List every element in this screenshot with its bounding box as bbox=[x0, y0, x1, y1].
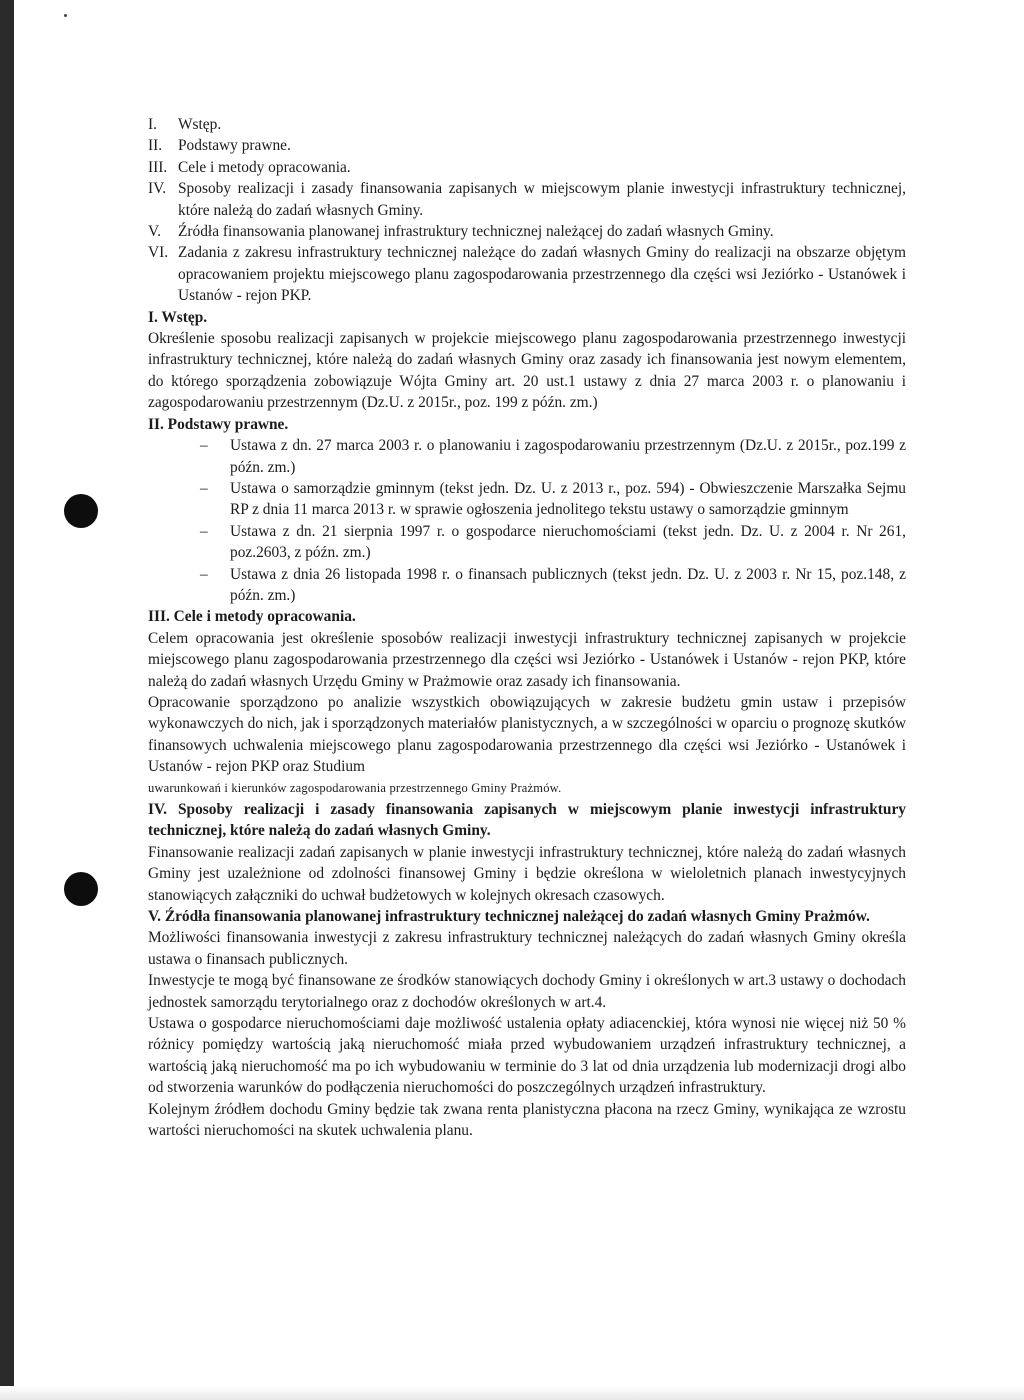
toc-item bbox=[148, 114, 906, 135]
paragraph: Celem opracowania jest określenie sposobów realizacji inwestycji infrastruktury technicznej zapisanych w projekcie miejscowego planu zagospodarowania przestrzennego dla części wsi Jeziórko - Ustanówek i Ustanów - rejon PKP, które należą do zadań własnych Urzędu Gminy w Prażmowie oraz zasady ich finansowania. bbox=[148, 629, 906, 690]
punch-hole bbox=[64, 494, 98, 528]
toc-number: VI. bbox=[148, 244, 169, 262]
paragraph: Inwestycje te mogą być finansowane ze środków stanowiących dochody Gminy i określonych w art.3 ustawy o dochodach jednostek samorządu terytorialnego oraz z dochodów określonych w art.4. bbox=[148, 972, 906, 1011]
list-item-text: Ustawa z dnia 26 listopada 1998 r. o finansach publicznych (tekst jedn. Dz. U. z 2003 r. Nr 15, poz.148, z późn. zm.) bbox=[230, 565, 906, 604]
section-heading: II. Podstawy prawne. bbox=[148, 415, 289, 433]
toc-item bbox=[148, 178, 906, 221]
toc-text: Podstawy prawne. bbox=[178, 137, 291, 155]
dash-bullet: – bbox=[200, 522, 208, 540]
paragraph: Ustawa o gospodarce nieruchomościami daje możliwość ustalenia opłaty adiacenckiej, która wynosi nie więcej niż 50 % różnicy pomiędzy wartością jaką nieruchomość miała przed wybudowaniem urządzeń infrastruktury technicznej, a wartością jaką nieruchomość ma po ich wybudowaniu w terminie do 3 lat od dnia urządzenia lub modernizacji drogi albo od stworzenia warunków do podłączenia nieruchomości do poszczególnych urządzeń infrastruktury. bbox=[148, 1015, 906, 1097]
scan-edge-bottom bbox=[0, 1386, 1024, 1400]
legal-basis-list bbox=[200, 435, 906, 606]
table-of-contents bbox=[148, 114, 906, 307]
toc-number: V. bbox=[148, 223, 161, 241]
paragraph: Możliwości finansowania inwestycji z zakresu infrastruktury technicznej należących do zadań własnych Gminy określa ustawa o finansach publicznych. bbox=[148, 929, 906, 968]
section-heading: V. Źródła finansowania planowanej infrastruktury technicznej należącej do zadań własnych Gminy Prażmów. bbox=[148, 908, 870, 926]
toc-text: Zadania z zakresu infrastruktury technicznej należące do zadań własnych Gminy do realizacji na obszarze objętym opracowaniem projektu miejscowego planu zagospodarowania przestrzennego dla części wsi Jeziórko - Ustanówek i Ustanów - rejon PKP. bbox=[178, 244, 906, 305]
paragraph: Opracowanie sporządzono po analizie wszystkich obowiązujących w zakresie budżetu gmin ustaw i przepisów wykonawczych do nich, jak i sporządzonych materiałów planistycznych, a w szczególności w oparciu o prognozę skutków finansowych uchwalenia miejscowego planu zagospodarowania przestrzennego dla części wsi Jeziórko - Ustanówek i Ustanów - rejon PKP oraz Studium bbox=[148, 693, 906, 776]
toc-text: Sposoby realizacji i zasady finansowania zapisanych w miejscowym planie inwestycji infrastruktury technicznej, które należą do zadań własnych Gminy. bbox=[178, 180, 906, 219]
toc-item bbox=[148, 135, 906, 156]
list-item-text: Ustawa z dn. 27 marca 2003 r. o planowaniu i zagospodarowaniu przestrzennym (Dz.U. z 2015r., poz.199 z późn. zm.) bbox=[230, 437, 906, 476]
toc-text: Cele i metody opracowania. bbox=[178, 158, 351, 176]
dash-bullet: – bbox=[200, 479, 208, 497]
list-item bbox=[200, 435, 906, 478]
toc-item bbox=[148, 242, 906, 306]
document-page bbox=[148, 114, 906, 1142]
punch-hole bbox=[64, 872, 98, 906]
list-item-text: Ustawa o samorządzie gminnym (tekst jedn. Dz. U. z 2013 r., poz. 594) - Obwieszczenie Marszałka Sejmu RP z dnia 11 marca 2013 r. w sprawie ogłoszenia jednolitego tekstu ustawy o samorządzie gminnym bbox=[230, 479, 906, 519]
scan-edge bbox=[0, 0, 14, 1400]
list-item bbox=[200, 521, 906, 564]
toc-number: II. bbox=[148, 137, 163, 155]
section-heading: I. Wstęp. bbox=[148, 308, 208, 326]
toc-number: III. bbox=[148, 158, 168, 176]
paragraph: Finansowanie realizacji zadań zapisanych w planie inwestycji infrastruktury technicznej, które należą do zadań własnych Gminy jest uzależnione od zdolności finansowej Gminy i będzie określona w wieloletnich planach inwestycyjnych stanowiących załączniki do uchwał budżetowych w kolejnych okresach czasowych. bbox=[148, 843, 906, 904]
dash-bullet: – bbox=[200, 565, 208, 583]
scan-speck bbox=[64, 14, 67, 17]
section-heading: III. Cele i metody opracowania. bbox=[148, 608, 356, 626]
toc-number: I. bbox=[148, 116, 157, 133]
dash-bullet: – bbox=[200, 437, 208, 455]
section-heading: IV. Sposoby realizacji i zasady finansowania zapisanych w miejscowym planie inwestycji infrastruktury technicznej, które należą do zadań własnych Gminy. bbox=[148, 801, 906, 840]
list-item-text: Ustawa z dn. 21 sierpnia 1997 r. o gospodarce nieruchomościami (tekst jedn. Dz. U. z 2004 r. Nr 261, poz.2603, z późn. zm.) bbox=[230, 522, 906, 562]
list-item bbox=[200, 478, 906, 521]
toc-item bbox=[148, 157, 906, 178]
list-item bbox=[200, 564, 906, 607]
toc-number: IV. bbox=[148, 180, 167, 198]
paragraph: Kolejnym źródłem dochodu Gminy będzie tak zwana renta planistyczna płacona na rzecz Gminy, wynikająca ze wzrostu wartości nieruchomości na skutek uchwalenia planu. bbox=[148, 1100, 906, 1140]
toc-text: Wstęp. bbox=[178, 116, 222, 133]
paragraph-tail: uwarunkowań i kierunków zagospodarowania przestrzennego Gminy Prażmów. bbox=[148, 780, 562, 795]
toc-text: Źródła finansowania planowanej infrastruktury technicznej należącej do zadań własnych Gminy. bbox=[178, 223, 774, 241]
paragraph: Określenie sposobu realizacji zapisanych w projekcie miejscowego planu zagospodarowania przestrzennego inwestycji infrastruktury technicznej, które należą do zadań własnych Gminy oraz zasady ich finansowania jest nowym elementem, do którego sporządzenia zobowiązuje Wójta Gminy art. 20 ust.1 ustawy z dnia 27 marca 2003 r. o planowaniu i zagospodarowaniu przestrzennym (Dz.U. z 2015r., poz. 199 z późn. zm.) bbox=[148, 330, 906, 412]
toc-item bbox=[148, 221, 906, 242]
